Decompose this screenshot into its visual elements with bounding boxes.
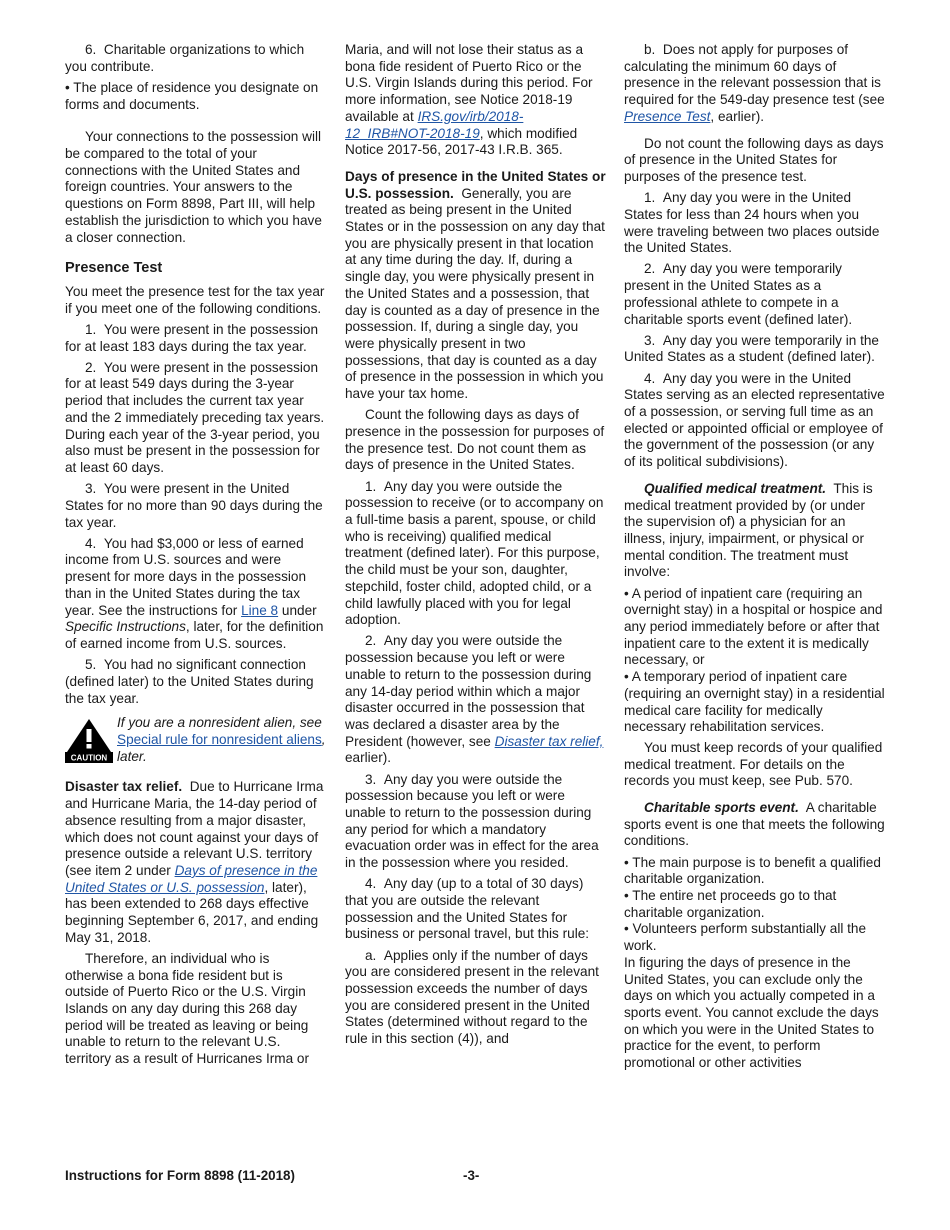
paragraph-days-of-presence: Days of presence in the United States or U.S. possession. Generally, you are treated as being present in the United States or in the possession on any day that you are physically present in that location at any time during the day. If, during a single day, you were physically present in the United States and a possession, that day is counted as a day of presence in the possession. If, during a single day, you were physically present in two possessions, that day is counted as a day of presence in the possession in which you have your tax home. <box>345 168 606 402</box>
caution-icon <box>65 717 113 763</box>
page-number: -3- <box>463 1168 480 1183</box>
list-item: a. Applies only if the number of days you are considered present in the relevant possession exceeds the number of days you are considered present in the United States (determined without regard to the rule in this section (4)), and <box>345 947 599 1047</box>
paragraph-disaster-relief: Disaster tax relief. Due to Hurricane Irma and Hurricane Maria, the 14-day period of absence resulting from a major disaster, which does not count against your days of presence outside a relevant U.S. territory (see item 2 under Days of presence in the United States or U.S. possession, later), has been extended to 268 days effective beginning September 6, 2017, and ending May 31, 2018. <box>65 779 324 945</box>
bullet-item: • A temporary period of inpatient care (requiring an overnight stay) in a residential medical care facility for medically necessary rehabilitation services. <box>624 669 885 735</box>
paragraph: You meet the presence test for the tax year if you meet one of the following conditions. <box>65 283 325 316</box>
list-item: 2. Any day you were temporarily present in the United States as a professional athlete to compete in a charitable sports event (defined later). <box>624 261 853 327</box>
bullet-item: • Volunteers perform substantially all the work. <box>624 921 867 954</box>
bullet-item: • The main purpose is to benefit a qualified charitable organization. <box>624 854 881 887</box>
caution-note <box>65 715 327 765</box>
paragraph: Therefore, an individual who is otherwise a bona fide resident but is outside of Puerto Rico or the U.S. Virgin Islands on any day during this 268 day period will be treated as leaving or being unable to return to the relevant U.S. territory as a result of Hurricanes Irma or <box>65 950 310 1067</box>
paragraph: Count the following days as days of presence in the possession for purposes of the presence test. Do not count them as days of presence in the United States. <box>345 407 605 473</box>
link-irs-notice[interactable]: IRS.gov/irb/2018-12_IRB#NOT-2018-19 <box>345 108 524 141</box>
page-footer <box>65 1168 885 1185</box>
link-line-8[interactable]: Line 8 <box>241 602 279 618</box>
bullet-item: • A period of inpatient care (requiring an overnight stay) in a hospital or hospice and any period immediately before or after that inpatient care to the extent it is medically necessary, or <box>624 585 883 668</box>
paragraph: In figuring the days of presence in the United States, you can exclude only the days on which you actually competed in a sports event. You cannot exclude the days on which you were in the United States to practice for the event, to perform promotional or other activities <box>624 954 879 1071</box>
column-2 <box>345 42 607 1052</box>
list-item: 2. Any day you were outside the possession because you left or were unable to return to the possession during any 14-day period within which a major disaster occurred in the possession that was declared a disaster area by the President (however, see Disaster tax relief, earlier). <box>345 633 604 766</box>
footer-title: Instructions for Form 8898 (11-2018) <box>65 1168 295 1183</box>
bullet-item: • The place of residence you designate on forms and documents. <box>65 79 319 112</box>
section-heading-presence-test: Presence Test <box>65 260 163 277</box>
list-item: 3. You were present in the United States for no more than 90 days during the tax year. <box>65 481 323 530</box>
paragraph-charitable-sports-event: Charitable sports event. A charitable sports event is one that meets the following conditions. <box>624 800 885 849</box>
list-item: 4. Any day you were in the United States serving as an elected representative of a possession, or serving full time as an elected or appointed official or employee of the government of the possession (or any of its political subdivisions). <box>624 370 885 470</box>
column-3 <box>624 42 886 1076</box>
list-item: 1. Any day you were outside the possession to receive (or to accompany on a full-time basis a parent, spouse, or child who is receiving) qualified medical treatment (defined later). For this purpose, the child must be your son, daughter, stepchild, foster child, adopted child, or a child lawfully placed with you for legal adoption. <box>345 478 604 628</box>
caution-text: If you are a nonresident alien, see Special rule for nonresident aliens, later. <box>117 715 326 764</box>
paragraph: Maria, and will not lose their status as a bona fide resident of Puerto Rico or the U.S. Virgin Islands during this period. For more information, see Notice 2018-19 available at IRS.gov/irb/2018-12_IRB#NOT-2018-19, which modified Notice 2017-56, 2017-43 I.R.B. 365. <box>345 42 593 158</box>
link-days-of-presence[interactable]: Days of presence in the United States or U.S. possession <box>65 862 318 895</box>
paragraph: 6. Charitable organizations to which you contribute. <box>65 42 305 74</box>
list-item: b. Does not apply for purposes of calculating the minimum 60 days of presence in the relevant possession that is required for the 549-day presence test (see Presence Test, earlier). <box>624 42 885 124</box>
paragraph: Your connections to the possession will be compared to the total of your connections with the United States and foreign countries. Your answers to the questions on Form 8898, Part III, will help establish the jurisdiction to which you have a closer connection. <box>65 129 322 245</box>
caution-label: CAUTION <box>70 753 108 763</box>
paragraph-qualified-medical-treatment: Qualified medical treatment. This is medical treatment provided by (or under the supervision of) a physician for an illness, injury, impairment, or physical or mental condition. The treatment must involve: <box>624 480 873 580</box>
paragraph: Do not count the following days as days of presence in the United States for purposes of the presence test. <box>624 135 884 184</box>
paragraph: You must keep records of your qualified medical treatment. For details on the records you must keep, see Pub. 570. <box>624 739 883 789</box>
link-special-rule-nonresident-aliens[interactable]: Special rule for nonresident aliens <box>117 732 322 748</box>
list-item: 3. Any day you were temporarily in the United States as a student (defined later). <box>624 332 879 365</box>
bullet-item: • The entire net proceeds go to that charitable organization. <box>624 888 837 920</box>
list-item: 5. You had no significant connection (defined later) to the United States during the tax year. <box>65 657 314 706</box>
column-1 <box>65 42 327 1072</box>
list-item: 3. Any day you were outside the possession because you left or were unable to return to the possession during any period for which a mandatory evacuation order was in effect for the area in the possession where you resided. <box>345 771 599 871</box>
list-item: 1. Any day you were in the United States for less than 24 hours when you were traveling between two places outside the United States. <box>624 190 880 256</box>
list-item: 4. You had $3,000 or less of earned income from U.S. sources and were present for more days in the possession than in the United States during the tax year. See the instructions for Line 8 under Specific Instructions, later, for the definition of earned income from U.S. sources. <box>65 535 324 651</box>
list-item: 2. You were present in the possession for at least 549 days during the 3-year period that includes the current tax year and the 2 immediately preceding tax years. During each year of the 3-year period, you also must be present in the possession for at least 60 days. <box>65 359 325 475</box>
list-item: 1. You were present in the possession for at least 183 days during the tax year. <box>65 321 319 354</box>
link-disaster-tax-relief[interactable]: Disaster tax relief, <box>494 733 604 749</box>
link-presence-test[interactable]: Presence Test <box>624 108 711 124</box>
list-item: 4. Any day (up to a total of 30 days) that you are outside the relevant possession and the United States for business or personal travel, but this rule: <box>345 876 590 942</box>
